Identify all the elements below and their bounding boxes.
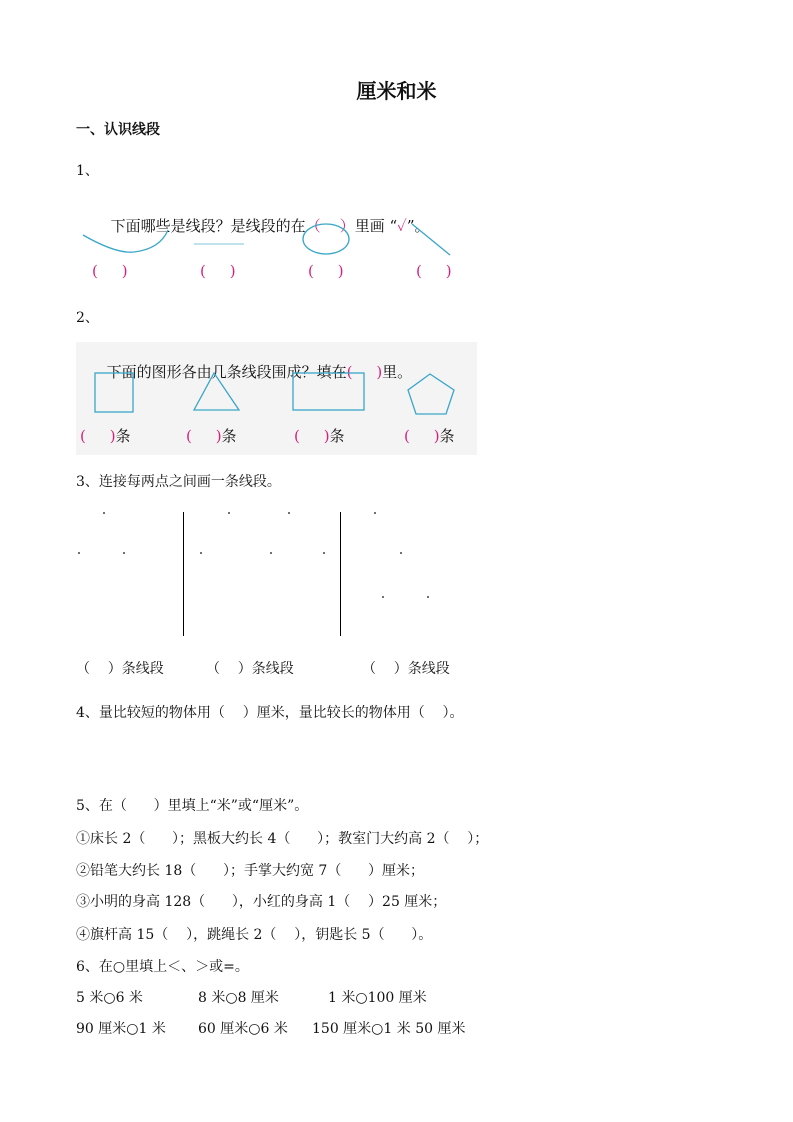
- answer-paren[interactable]: ( ): [294, 427, 330, 445]
- unit-label: 条: [115, 427, 131, 445]
- q1-figure: [76, 192, 471, 286]
- q6-item: 90 厘米○1 米: [76, 1021, 166, 1037]
- section-heading: 一、认识线段: [76, 122, 160, 138]
- point: [382, 596, 384, 598]
- divider-line: [183, 512, 184, 636]
- q1-number: 1、: [76, 163, 99, 179]
- point: [323, 552, 325, 554]
- q1-paren: （ ）: [305, 217, 355, 235]
- point: [228, 512, 230, 514]
- q6-text: 6、在○里填上＜、＞或=。: [76, 959, 249, 975]
- q1-shapes: [76, 192, 471, 286]
- answer-paren[interactable]: ( ): [186, 427, 222, 445]
- unit-label: 条: [439, 427, 455, 445]
- answer-paren[interactable]: ( ): [200, 262, 236, 280]
- q5-line: ④旗杆高 15（ ），跳绳长 2（ ），钥匙长 5（ ）。: [76, 927, 433, 943]
- q2-prompt-b: 里。: [382, 363, 413, 381]
- unit-label: 条: [329, 427, 345, 445]
- check-icon: ✓: [397, 217, 407, 235]
- answer-paren[interactable]: ( ): [80, 427, 116, 445]
- q5-line: ②铅笔大约长 18（ ）；手掌大约宽 7（ ）厘米；: [76, 863, 425, 879]
- q3-answer[interactable]: （ ）条线段: [206, 661, 294, 677]
- page-title: 厘米和米: [356, 79, 437, 103]
- point: [200, 552, 202, 554]
- pentagon-shape: [408, 374, 454, 414]
- answer-paren[interactable]: ( ): [416, 262, 452, 280]
- divider-line: [340, 512, 341, 636]
- segment-shape-diagonal: [412, 224, 450, 255]
- point: [103, 512, 105, 514]
- q3-answer[interactable]: （ ）条线段: [76, 661, 164, 677]
- unit-label: 条: [221, 427, 237, 445]
- q2-number: 2、: [76, 310, 99, 326]
- point: [288, 512, 290, 514]
- q1-prompt-c: ”。: [406, 217, 430, 235]
- ellipse-shape: [303, 224, 349, 254]
- rectangle-shape: [293, 373, 364, 410]
- q6-item: 150 厘米○1 米 50 厘米: [312, 1021, 466, 1037]
- q6-item: 1 米○100 厘米: [328, 990, 427, 1006]
- triangle-shape: [194, 373, 239, 410]
- q3-text: 3、连接每两点之间画一条线段。: [76, 474, 281, 490]
- q5-text: 5、在（ ）里填上“米”或“厘米”。: [76, 798, 309, 814]
- point: [400, 552, 402, 554]
- q4-text: 4、量比较短的物体用（ ）厘米，量比较长的物体用（ ）。: [76, 705, 464, 721]
- q2-figure: [76, 342, 477, 455]
- q1-prompt-b: 里画 “: [354, 217, 398, 235]
- q2-paren: ( ): [346, 363, 383, 381]
- q6-item: 5 米○6 米: [76, 990, 143, 1006]
- point: [123, 552, 125, 554]
- q5-line: ①床长 2（ ）；黑板大约长 4（ ）；教室门大约高 2（ ）；: [76, 831, 489, 847]
- square-shape: [95, 373, 133, 412]
- answer-paren[interactable]: ( ): [404, 427, 440, 445]
- answer-paren[interactable]: ( ): [92, 262, 128, 280]
- q6-item: 60 厘米○6 米: [198, 1021, 288, 1037]
- point: [270, 552, 272, 554]
- curve-shape: [83, 230, 168, 252]
- q1-prompt: 下面哪些是线段？是线段的在: [110, 217, 306, 235]
- q3-answer[interactable]: （ ）条线段: [362, 661, 450, 677]
- point: [78, 552, 80, 554]
- answer-paren[interactable]: ( ): [308, 262, 344, 280]
- q2-prompt: 下面的图形各由几条线段围成？填在: [106, 363, 347, 381]
- q5-line: ③小明的身高 128（ ），小红的身高 1（ ）25 厘米；: [76, 894, 447, 910]
- point: [374, 512, 376, 514]
- q6-item: 8 米○8 厘米: [198, 990, 279, 1006]
- point: [427, 596, 429, 598]
